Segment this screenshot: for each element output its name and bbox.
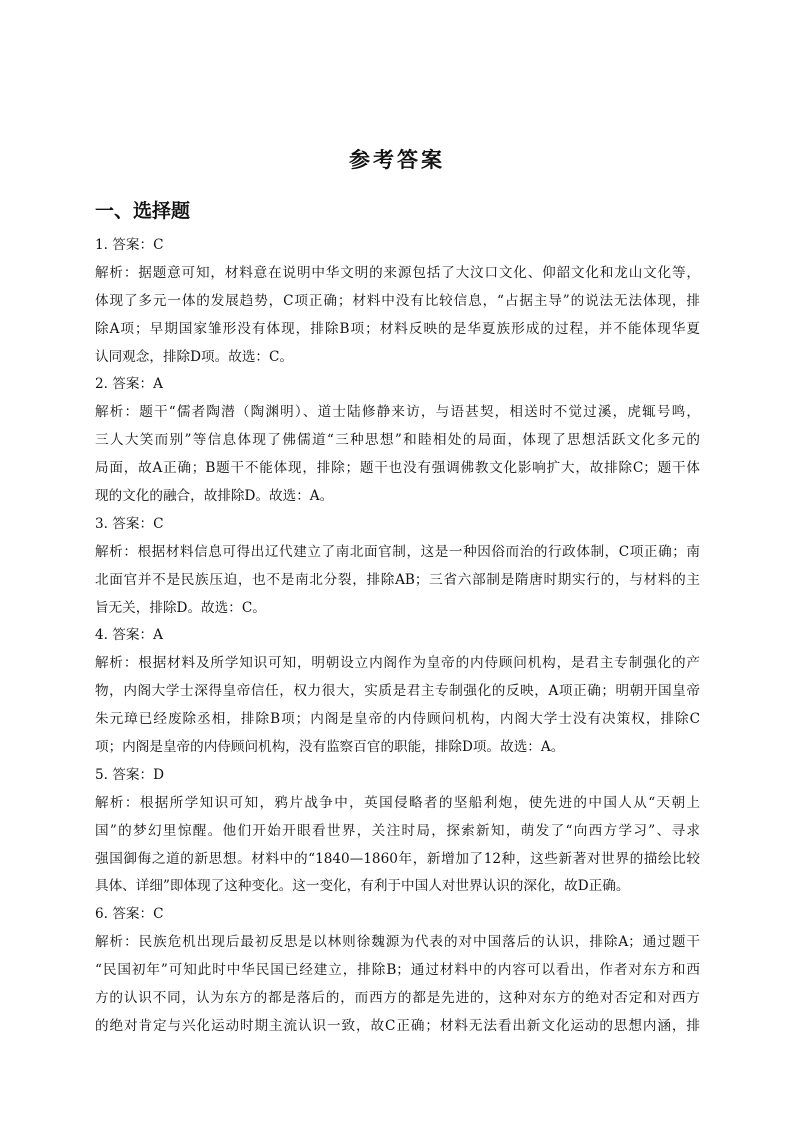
- explanation-line: 具体、详细”即体现了这种变化。这一变化，有利于中国人对世界认识的深化，故D正确。: [95, 878, 630, 895]
- answer-header: 6. 答案：C: [95, 906, 164, 923]
- explanation-line: 方的认识不同，认为东方的都是落后的，而西方的都是先进的，这种对东方的绝对否定和对西方: [95, 990, 700, 1007]
- answer-header: 5. 答案：D: [95, 766, 164, 783]
- explanation-line: 除A项；早期国家雏形没有体现，排除B项；材料反映的是华夏族形成的过程，并不能体现华夏: [95, 320, 700, 337]
- answer-header: 2. 答案：A: [95, 376, 163, 393]
- explanation-line: 解析：根据材料及所学知识可知，明朝设立内阁作为皇帝的内侍顾问机构，是君主专制强化的产: [95, 655, 700, 672]
- explanation-line: 旨无关，排除D。故选：C。: [95, 599, 266, 616]
- explanation-line: 物，内阁大学士深得皇帝信任，权力很大，实质是君主专制强化的反映，A项正确；明朝开国皇帝: [95, 683, 700, 700]
- page-title: 参考答案: [349, 148, 445, 172]
- explanation-line: 现的文化的融合，故排除D。故选：A。: [95, 488, 334, 505]
- explanation-line: 解析：根据所学知识可知，鸦片战争中，英国侵略者的坚船利炮，使先进的中国人从“天朝上: [95, 794, 700, 811]
- explanation-line: 三人大笑而别”等信息体现了佛儒道“三种思想”和睦相处的局面，体现了思想活跃文化多元的: [95, 432, 700, 449]
- section-heading: 一、选择题: [95, 200, 191, 222]
- explanation-line: 北面官并不是民族压迫，也不是南北分裂，排除AB；三省六部制是隋唐时期实行的，与材料的主: [95, 571, 700, 588]
- explanation-line: 解析：根据材料信息可得出辽代建立了南北面官制，这是一种因俗而治的行政体制，C项正确；南: [95, 543, 700, 560]
- explanation-line: “民国初年”可知此时中华民国已经建立，排除B；通过材料中的内容可以看出，作者对东方和西: [95, 962, 700, 979]
- explanation-line: 认同观念，排除D项。故选：C。: [95, 348, 294, 365]
- explanation-line: 解析：据题意可知，材料意在说明中华文明的来源包括了大汶口文化、仰韶文化和龙山文化等，: [95, 264, 700, 281]
- explanation-line: 强国御侮之道的新思想。材料中的“1840—1860年，新增加了12种，这些新著对世界的描绘比较: [95, 850, 700, 867]
- explanation-line: 国”的梦幻里惊醒。他们开始开眼看世界，关注时局，探索新知，萌发了“向西方学习”、寻求: [95, 822, 700, 839]
- answer-header: 1. 答案：C: [95, 237, 164, 253]
- answers-list: [95, 232, 700, 1041]
- explanation-line: 项；内阁是皇帝的内侍顾问机构，没有监察百官的职能，排除D项。故选：A。: [95, 739, 565, 756]
- explanation-line: 解析：民族危机出现后最初反思是以林则徐魏源为代表的对中国落后的认识，排除A；通过题干: [95, 934, 700, 951]
- explanation-line: 解析：题干“儒者陶潜（陶渊明）、道士陆修静来访，与语甚契，相送时不觉过溪，虎辄号鸣，: [95, 404, 700, 421]
- explanation-line: 朱元璋已经废除丞相，排除B项；内阁是皇帝的内侍顾问机构，内阁大学士没有决策权，排除C: [95, 711, 700, 728]
- explanation-line: 的绝对肯定与兴化运动时期主流认识一致，故C正确；材料无法看出新文化运动的思想内涵，排: [95, 1017, 700, 1034]
- explanation-line: 局面，故A正确；B题干不能体现，排除；题干也没有强调佛教文化影响扩大，故排除C；题干体: [95, 460, 700, 477]
- explanation-line: 体现了多元一体的发展趋势，C项正确；材料中没有比较信息，“占据主导”的说法无法体现，排: [95, 292, 700, 309]
- answer-header: 4. 答案：A: [95, 627, 163, 644]
- answer-header: 3. 答案：C: [95, 515, 164, 532]
